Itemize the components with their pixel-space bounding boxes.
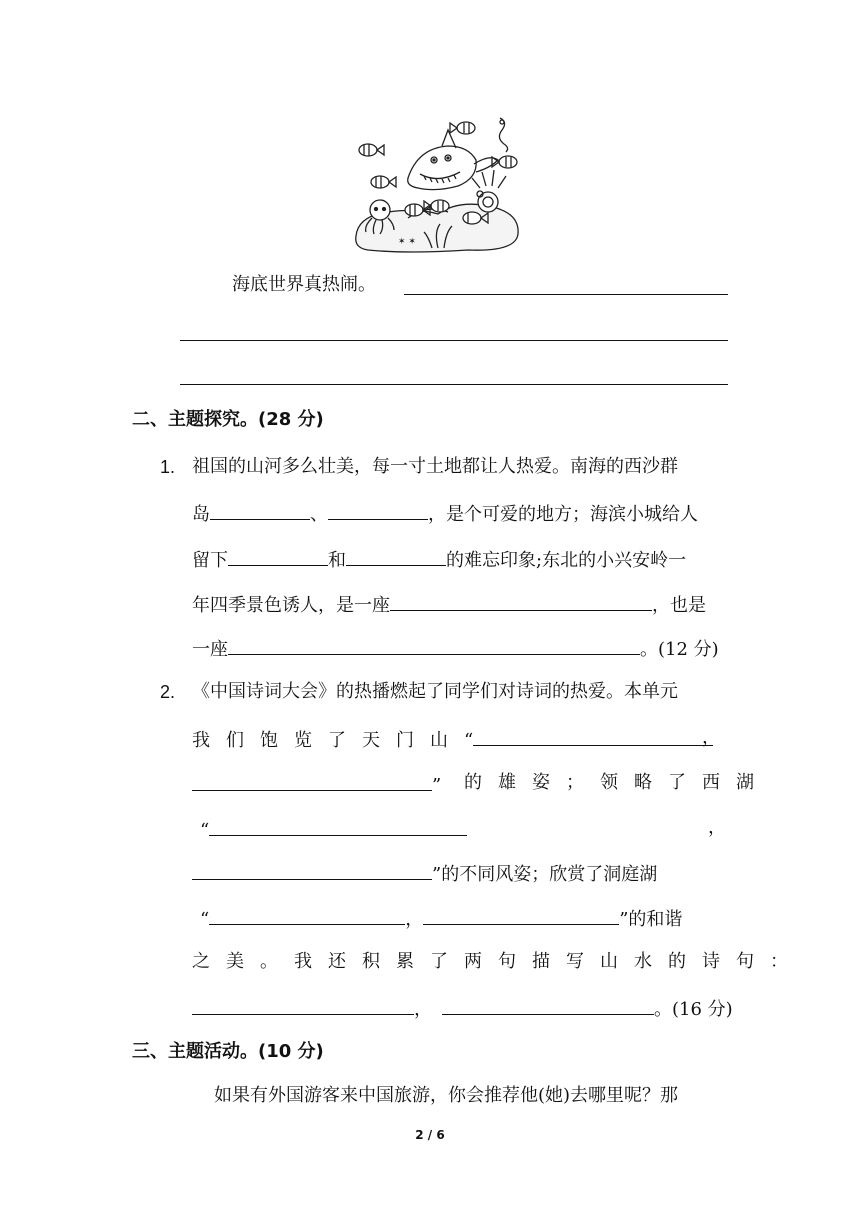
q2-line4 (200, 816, 732, 843)
q1-line4 (192, 591, 706, 618)
q1-line1: 祖国的山河多么壮美，每一寸土地都让人热爱。南海的西沙群 (192, 456, 678, 477)
q1-number: 1. (160, 457, 176, 477)
blank-binhai-1[interactable] (228, 546, 328, 566)
blank-xisha-1[interactable] (210, 500, 310, 520)
blank-xinganling-2[interactable] (228, 635, 640, 655)
q1-line2-a: 岛 (192, 504, 210, 525)
q1-line4-a: 年四季景色诱人，是一座 (192, 595, 390, 616)
q2-line8-a: ， (414, 999, 432, 1020)
blank-poem-1[interactable] (192, 995, 414, 1015)
q2-line6-c: ”的和谐 (619, 909, 683, 930)
blank-xisha-2[interactable] (328, 500, 428, 520)
blank-xinganling-1[interactable] (390, 591, 652, 611)
blank-poem-2[interactable] (442, 995, 654, 1015)
q2-line3-b: 的雄姿；领略了西湖 (464, 772, 770, 793)
svg-text:✶ ✶: ✶ ✶ (398, 237, 416, 247)
q2-line6 (200, 905, 682, 932)
blank-dongting-2[interactable] (423, 905, 619, 925)
q1-line5-b: 。(12 分) (640, 639, 719, 660)
blank-dongting-1[interactable] (209, 905, 405, 925)
section2-heading: 二、主题探究。(28 分) (132, 409, 324, 430)
q2-line8 (192, 995, 733, 1022)
blank-xihu-1[interactable] (209, 816, 467, 836)
q1-line3-a: 留下 (192, 550, 228, 571)
q2-line2-b: “ (464, 730, 474, 751)
q2-line5-a: ”的不同风姿；欣赏了洞庭湖 (432, 864, 658, 885)
q2-line5 (192, 860, 657, 887)
answer-line-caption[interactable] (404, 294, 728, 295)
q1-line3-c: 的难忘印象;东北的小兴安岭一 (446, 550, 687, 571)
section3-heading: 三、主题活动。(10 分) (132, 1041, 324, 1062)
q2-line2 (192, 726, 732, 753)
caption-text: 海底世界真热闹。 (232, 274, 376, 295)
q2-line8-b: 。(16 分) (654, 999, 733, 1020)
blank-xihu-2[interactable] (192, 860, 432, 880)
q2-line6-b: ， (405, 909, 424, 930)
section3-line1: 如果有外国游客来中国旅游，你会推荐他(她)去哪里呢？那 (214, 1085, 679, 1106)
q2-line4-b: ， (708, 817, 726, 838)
q1-line5 (192, 635, 719, 662)
q1-line2-c: ，是个可爱的地方；海滨小城给人 (428, 504, 698, 525)
q2-number: 2. (160, 682, 176, 702)
blank-binhai-2[interactable] (346, 546, 446, 566)
page-number: 2 / 6 (415, 1128, 445, 1142)
q1-line3-b: 和 (328, 550, 346, 571)
q2-line1: 《中国诗词大会》的热播燃起了同学们对诗词的热爱。本单元 (192, 681, 678, 702)
answer-line-3[interactable] (180, 384, 728, 385)
q1-line3 (192, 546, 686, 573)
q1-line4-b: ，也是 (652, 595, 706, 616)
q1-line2-b: 、 (310, 504, 328, 525)
blank-tianmen-2[interactable] (192, 771, 432, 791)
q2-line4-a: “ (200, 820, 210, 841)
q2-line3-a: ” (432, 775, 442, 796)
q1-line2 (192, 500, 698, 527)
q2-line6-a: “ (200, 909, 210, 930)
undersea-illustration (348, 108, 524, 256)
q2-line2-c: ， (702, 727, 720, 748)
answer-line-2[interactable] (180, 340, 728, 341)
q2-line3 (192, 771, 770, 798)
q2-line7: 之美。我还积累了两句描写山水的诗句： (192, 951, 804, 972)
q1-line5-a: 一座 (192, 639, 228, 660)
blank-tianmen-1[interactable] (473, 726, 713, 746)
q2-line2-a: 我们饱览了天门山 (192, 730, 464, 751)
